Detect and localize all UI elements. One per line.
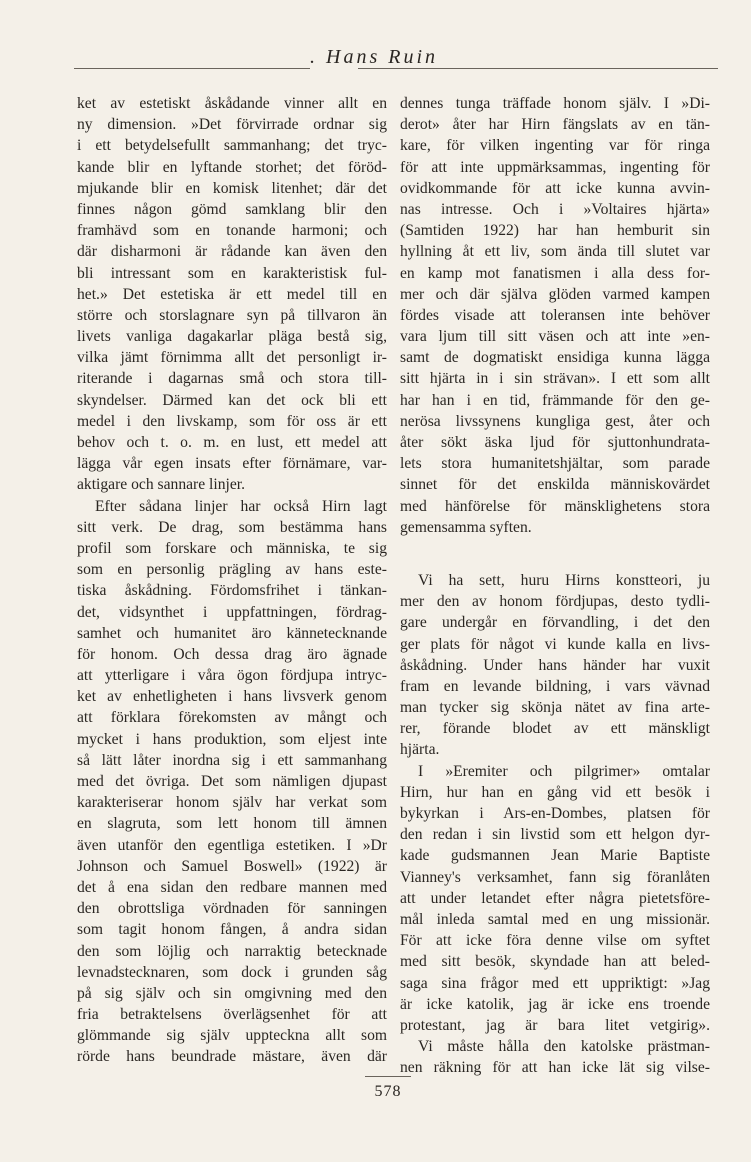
text-line: det å ena sidan den redbare mannen med — [77, 878, 387, 896]
text-line: åskådning. Under hans händer har vuxit — [400, 656, 710, 674]
text-line: hyllning åt ett liv, som ända till slutet var — [400, 243, 710, 261]
text-line: vilka jämt förnimma allt det personligt ir- — [77, 349, 387, 367]
text-line: en kamp mot fanatismen i alla dess for- — [400, 264, 710, 282]
text-line: som tagit honom fången, å andra sidan — [77, 921, 387, 939]
text-line: på sig själv och sin omgivning med den — [77, 984, 387, 1002]
text-line: nen räkning för att han icke lät sig vilse- — [400, 1059, 710, 1077]
text-line: för honom. Och dessa drag äro ägnade — [77, 645, 387, 663]
right-column — [400, 93, 710, 1078]
text-line: framhävd som en tonande harmoni; och — [77, 222, 387, 240]
text-line: het.» Det estetiska är ett medel till en — [77, 285, 387, 303]
text-line: glömmande sig själv uppteckna allt som — [77, 1027, 387, 1045]
page-number: 578 — [374, 1083, 402, 1100]
text-line: att ytterligare i våra ögon fördjupa intryc- — [77, 667, 387, 685]
text-line: karakteriserar honom själv har verkat som — [77, 794, 387, 812]
text-line: mjukande blir en komisk litenhet; där det — [77, 179, 387, 197]
text-line: fördes visade att toleransen inte behöver — [400, 306, 710, 324]
text-line: där disharmoni är rådande kan även den — [77, 243, 387, 261]
text-line: även utanför den egentliga estetiken. I »Dr — [77, 836, 387, 854]
page-footer — [363, 1076, 413, 1101]
text-line: ny dimension. »Det förvirrade ordnar sig — [77, 116, 387, 134]
text-line: saga sina frågor med ett uppriktigt: »Jag — [400, 974, 710, 992]
text-line: med hänförelse för mänsklighetens stora — [400, 497, 710, 515]
text-line: rörde hans beundrade mästare, även där — [77, 1048, 387, 1066]
text-line: att förklara förekomsten av mångt och — [77, 709, 387, 727]
text-line: är icke katolik, jag är icke ens troende — [400, 995, 710, 1013]
text-line: den som löjlig och narraktig betecknade — [77, 942, 387, 960]
text-line: gemensamma syften. — [400, 518, 532, 536]
text-line: med sitt besök, skyndade han att beled- — [400, 953, 710, 971]
text-line: levnadstecknaren, som dock i grunden såg — [77, 963, 387, 981]
header-rule-left — [74, 68, 310, 69]
text-line: det, vidsynthet i uppfattningen, fördrag- — [77, 603, 387, 621]
text-line: ovidkommande för att icke kunna avvin- — [400, 179, 710, 197]
text-line: kare, för vilken ingenting var för ringa — [400, 137, 710, 155]
text-line: finnes någon gömd samklang blir den — [77, 200, 387, 218]
text-line: (Samtiden 1922) har han hemburit sin — [400, 222, 710, 240]
text-line: sitt verk. De drag, som bestämma hans — [77, 518, 387, 536]
text-line: Hirn, hur han en gång vid ett besök i — [400, 783, 710, 801]
text-line: ket av estetiskt åskådande vinner allt en — [77, 95, 387, 112]
text-line: mål inleda samtal med en ung missionär. — [400, 910, 710, 928]
text-line: aktigare och sannare linjer. — [77, 476, 245, 494]
text-line: samhet och humanitet äro kännetecknande — [77, 624, 387, 642]
text-line: Vi ha sett, huru Hirns konstteori, ju — [418, 571, 710, 589]
text-line: bli intressant som en karakteristisk ful- — [77, 264, 387, 282]
text-line: den obrottsliga vördnaden för sanningen — [77, 900, 387, 918]
text-line: som en personlig prägling av hans este- — [77, 561, 387, 579]
text-line: mycket i hans produktion, som eljest inte — [77, 730, 387, 748]
text-line: samt de dogmatiskt ensidiga kunna lägga — [400, 349, 710, 367]
text-line: mer och där själva glöden varmed kampen — [400, 285, 710, 303]
text-line: riterande i dagarnas små och stora till- — [77, 370, 387, 388]
text-line: vara ljum till sitt väsen och att inte »en- — [400, 328, 710, 346]
text-line: för att inte uppmärksammas, ingenting för — [400, 158, 710, 176]
text-line: att under letandet efter några pietetsföre- — [400, 889, 710, 907]
text-line: mer den av honom fördjupas, desto tydli- — [400, 593, 710, 611]
text-line: kande blir en lyftande storhet; det föröd- — [77, 158, 387, 176]
page-number-rule — [365, 1076, 411, 1077]
text-line: Vianney's verksamhet, fann sig föranlåten — [400, 868, 710, 886]
text-line: derot» åter har Hirn fängslats av en tän- — [400, 116, 710, 134]
text-line: man tycker sig skönja nätet av fina arte- — [400, 699, 710, 717]
text-line: den redan i sin livstid som ett helgon dyr- — [400, 826, 710, 844]
text-line: fram en levande bildning, i vars vävnad — [400, 677, 710, 695]
text-line: ger plats för något vi kunde kalla en livs- — [400, 635, 710, 653]
text-line: protestant, jag är bara litet vetgirig». — [400, 1016, 710, 1034]
text-line: Johnson och Samuel Boswell» (1922) är — [77, 857, 387, 875]
text-line: tiska åskådning. Fördomsfrihet i tänkan- — [77, 582, 387, 600]
text-line: har han i en tid, främmande för den ge- — [400, 391, 710, 409]
text-line: fria betraktelsens överlägsenhet för att — [77, 1006, 387, 1024]
text-line: För att icke föra denne vilse om syftet — [400, 932, 710, 950]
text-line: lägga vår egen insats efter förnämare, var- — [77, 455, 387, 473]
text-line: så lätt låter inordna sig i ett sammanhang — [77, 751, 387, 769]
section-break — [400, 538, 710, 570]
header-rule-right — [358, 68, 718, 69]
text-line: Vi måste hålla den katolske prästman- — [418, 1038, 710, 1056]
text-line: bykyrkan i Ars-en-Dombes, platsen för — [400, 805, 710, 822]
text-line: lets stora humanitetshjältar, som parade — [400, 455, 710, 473]
running-title: . Hans Ruin — [310, 46, 438, 68]
left-column — [77, 93, 387, 1068]
text-line: medel i den livskamp, som för oss är ett — [77, 412, 387, 430]
text-line: med det övriga. Det som nämligen djupast — [77, 773, 387, 790]
text-line: skyndelser. Därmed kan det ock bli ett — [77, 391, 387, 409]
text-line: hjärta. — [400, 741, 440, 759]
text-line: en slagruta, som lett honom till ämnen — [77, 815, 387, 833]
text-line: dennes tunga träffade honom själv. I »Di- — [400, 95, 710, 112]
text-line: ket av enhetligheten i hans livsverk genom — [77, 688, 387, 706]
text-line: nerösa livssynens kungliga gest, åter och — [400, 412, 710, 430]
text-line: större och storslagnare syn på tillvaron än — [77, 306, 387, 324]
text-line: gare undergår en förvandling, i det den — [400, 614, 710, 632]
text-line: Efter sådana linjer har också Hirn lagt — [95, 497, 387, 515]
text-line: livets vanliga dagakarlar pläga bestå sig, — [77, 328, 387, 346]
text-line: sitt hjärta in i sin strävan». I ett som allt — [400, 370, 710, 388]
text-line: I »Eremiter och pilgrimer» omtalar — [418, 762, 710, 780]
running-header — [74, 42, 718, 72]
text-line: sinnet för det enskilda människovärdet — [400, 476, 710, 494]
text-line: profil som forskare och människa, te sig — [77, 539, 387, 557]
text-line: rer, förande blodet av ett mänskligt — [400, 720, 710, 738]
text-line: åter sökt äska ljud för sjuttonhundrata- — [400, 434, 710, 451]
text-line: nas intresse. Och i »Voltaires hjärta» — [400, 200, 710, 218]
text-line: i ett betydelsefullt sammanhang; det tryc- — [77, 137, 387, 155]
text-line: kade gudsmannen Jean Marie Baptiste — [400, 847, 710, 865]
text-line: behov och t. o. m. en lust, ett medel att — [77, 434, 387, 451]
